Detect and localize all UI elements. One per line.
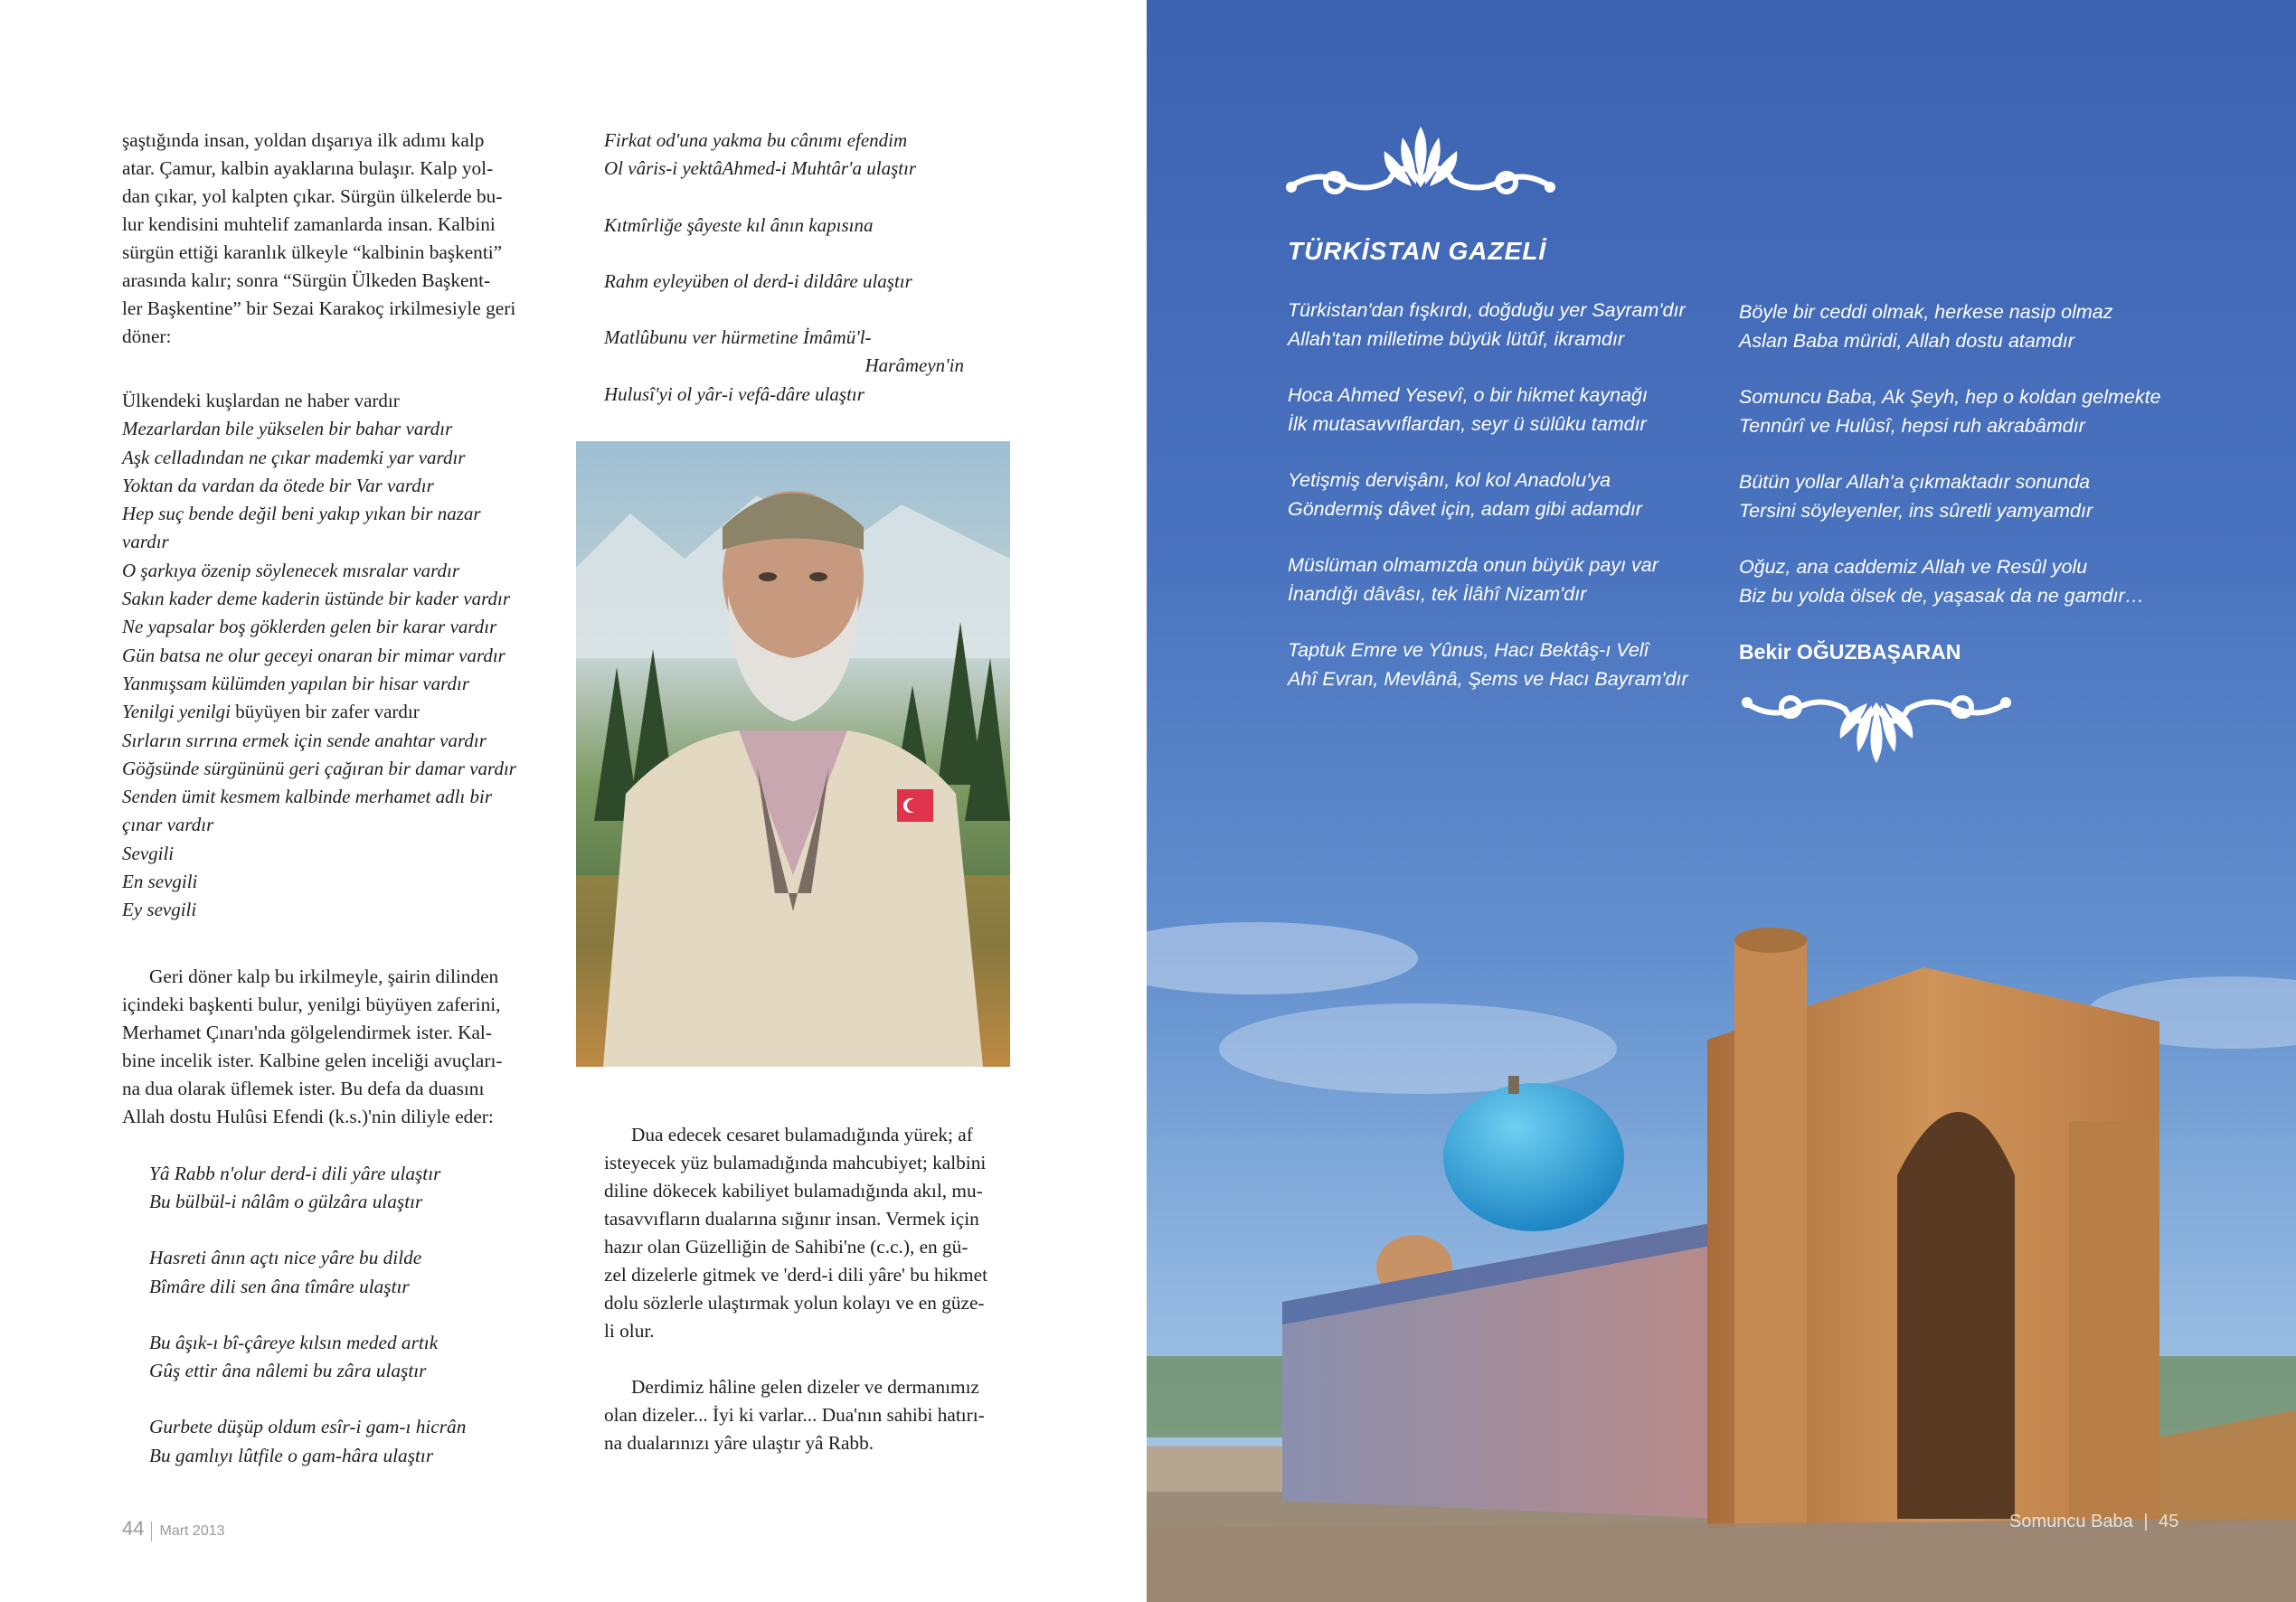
left-page-footer: [122, 1517, 225, 1541]
poem-line: O şarkıya özenip söylenecek mısralar vardır: [122, 559, 460, 581]
poem-sezai-karakoc: [122, 387, 554, 925]
page-number: 45: [2159, 1512, 2179, 1531]
poem-left-column: Türkistan'dan fışkırdı, doğduğu yer Sayram'dır Allah'tan milletime büyük lütûf, ikramdır Hoca Ahmed Yesevî, o bir hikmet kaynağı İlk mutasavvıflardan, seyr ü sülûku tamdır Yetişmiş dervişânı, kol kol Anadolu'ya Göndermiş dâvet için, adam gibi adamdır Müslüman olmamızda onun büyük payı var İnandığı dâvâsı, tek İlâhî Nizam'dır Taptuk Emre ve Yûnus, Hacı Bektâş-ı Velî Ahî Evran, Mevlânâ, Şems ve Hacı Bayram'dır: [1288, 299, 1688, 690]
poem-title: TÜRKİSTAN GAZELİ: [1288, 237, 1547, 265]
poem-line: Ülkendeki kuşlardan ne haber vardır: [122, 390, 400, 411]
poem-line: Senden ümit kesmem kalbinde merhamet adlı bir: [122, 786, 493, 808]
poem-line: Gün batsa ne olur geceyi onaran bir mimar vardır: [122, 644, 505, 666]
poem-line: Sevgili: [122, 842, 175, 864]
poem-line: çınar vardır: [122, 814, 214, 836]
portrait-photo: [576, 441, 1010, 1067]
poem-line: Mezarlardan bile yükselen bir bahar vardır: [122, 418, 453, 440]
poem-line: Hep suç bende değil beni yakıp yıkan bir nazar: [122, 503, 481, 525]
poem-line: Sırların sırrına ermek için sende anahtar vardır: [122, 729, 487, 751]
right-page: [1147, 0, 2296, 1602]
poem-line: En sevgili: [122, 871, 198, 893]
bottom-ornament-icon: [1736, 680, 2017, 770]
prayer-poem-continued: Firkat od'una yakma bu cânımı efendim Ol vâris-i yektâAhmed-i Muhtâr'a ulaştır Kıtmîrliğe şâyeste kıl ânın kapısına Rahm eyleyüben ol derd-i dildâre ulaştır Matlûbunu ver hürmetine İmâmü'l- Harâmeyn'in Hulusî'yi ol yâr-i vefâ-dâre ulaştır: [604, 129, 964, 405]
left-column: [122, 127, 554, 1470]
issue-date: Mart 2013: [159, 1522, 225, 1539]
poem-line: Yanmışsam külümden yapılan bir hisar vardır: [122, 672, 470, 694]
poem-line: Ne yapsalar boş göklerden gelen bir karar vardır: [122, 616, 497, 638]
magazine-name: Somuncu Baba: [2009, 1512, 2133, 1531]
top-ornament-icon: [1280, 119, 1561, 210]
poem-line: Göğsünde sürgününü geri çağıran bir damar vardır: [122, 757, 516, 779]
poem-line: vardır: [122, 531, 169, 553]
poem-author: Bekir OĞUZBAŞARAN: [1739, 640, 1961, 664]
prayer-poem: Yâ Rabb n'olur derd-i dili yâre ulaştır Bu bülbül-i nâlâm o gülzâra ulaştır Hasreti ânın açtı nice yâre bu dilde Bîmâre dili sen âna tîmâre ulaştır Bu âşık-ı bî-çâreye kılsın meded artık Gûş ettir âna nâlemi bu zâra ulaştır Gurbete düşüp oldum esîr-i gam-ı hicrân Bu gamlıyı lûtfile o gam-hâra ulaştır: [149, 1162, 467, 1466]
poem-line: Ey sevgili: [122, 899, 197, 921]
poem-right-column: Böyle bir ceddi olmak, herkese nasip olmaz Aslan Baba müridi, Allah dostu atamdır Somuncu Baba, Ak Şeyh, hep o koldan gelmekte Tennûrî ve Hulûsî, hepsi ruh akrabâmdır Bütün yollar Allah'a çıkmaktadır sonunda Tersini söyleyenler, ins sûretli yamyamdır Oğuz, ana caddemiz Allah ve Resûl yolu Biz bu yolda ölsek de, yaşasak da ne gamdır… Bekir OĞUZBAŞARAN: [1739, 298, 2161, 667]
left-page: [0, 0, 1147, 1602]
poem-line: Yenilgi yenilgi büyüyen bir zafer vardır: [122, 701, 420, 723]
poem-line: Aşk celladından ne çıkar mademki yar vardır: [122, 446, 466, 468]
portrait-illustration: [576, 441, 1010, 1067]
poem-line: Yoktan da vardan da ötede bir Var vardır: [122, 474, 434, 496]
intro-paragraph: şaştığında insan, yoldan dışarıya ilk adımı kalp atar. Çamur, kalbin ayaklarına bulaşır. Kalp yol- dan çıkar, yol kalpten çıkar. Sürgün ülkelerde bu- lur kendisini muhtelif zamanlarda insan. Kalbini sürgün ettiği karanlık ülkeyle “kalbinin başkenti” arasında kalır; sonra “Sürgün Ülkeden Başkent- ler Başkentine” bir Sezai Karakoç irkilmesiyle geri döner:: [122, 129, 516, 347]
right-page-footer: Somuncu Baba | 45: [2009, 1512, 2179, 1531]
body-paragraph: Geri döner kalp bu irkilmeyle, şairin dilinden içindeki başkenti bulur, yenilgi büyüyen zaferini, Merhamet Çınarı'nda gölgelendirmek ister. Kal- bine incelik ister. Kalbine gelen inceliği avuçları- na dua olarak üflemek ister. Bu defa da duasını Allah dostu Hulûsi Efendi (k.s.)'nin diliyle eder:: [122, 965, 503, 1127]
page-number: 44: [122, 1517, 145, 1540]
closing-paragraph: Dua edecek cesaret bulamadığında yürek; af isteyecek yüz bulamadığında mahcubiyet; kalbini diline dökecek kabiliyet bulamadığında akıl, mu- tasavvıfların dualarına sığınır insan. Vermek için hazır olan Güzelliğin de Sahibi'ne (c.c.), en gü- zel dizelerle gitmek ve 'derd-i dili yâre' bu hikmet dolu sözlerle ulaştırmak yolun kolayı ve en güze- li olur. Derdimiz hâline gelen dizeler ve dermanımız olan dizeler... İyi ki varlar... Dua'nın sahibi hatırı- na dualarınızı yâre ulaştır yâ Rabb.: [604, 1124, 987, 1454]
poem-line: Sakın kader deme kaderin üstünde bir kader vardır: [122, 588, 511, 610]
